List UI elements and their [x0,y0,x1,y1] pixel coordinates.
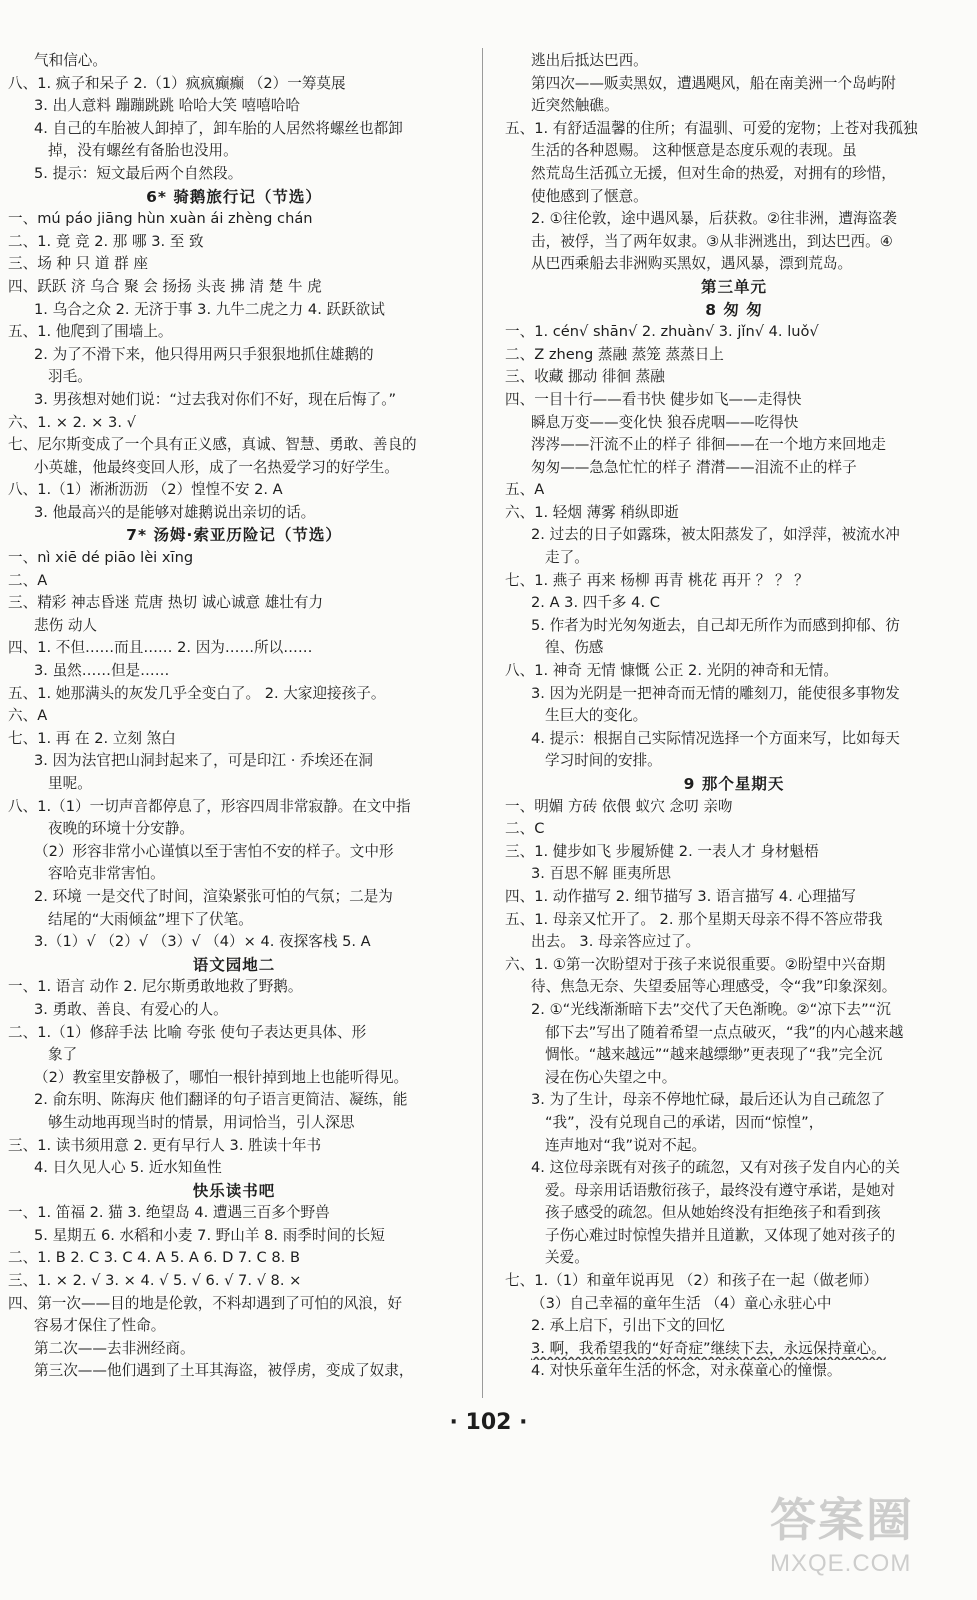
answer-line: 一、明媚 方砖 依偎 蚁穴 念叨 亲吻 [505,797,733,815]
answer-line: 一、1. 语言 动作 2. 尼尔斯勇敢地救了野鹅。 [8,978,303,996]
answer-line: 夜晚的环境十分安静。 [48,820,194,838]
answer-line: 3.（1）√ （2）√ （3）√ （4）× 4. 夜探客栈 5. A [34,933,371,951]
answer-line: 七、1. 再 在 2. 立刻 煞白 [8,729,176,747]
watermark [770,1484,970,1594]
answer-line: “我”，没有兑现自己的承诺，因而“惊惶”， [545,1113,824,1131]
answer-line: 一、1. 笛福 2. 猫 3. 绝望岛 4. 遭遇三百多个野兽 [8,1204,330,1222]
answer-line: 二、1. B 2. C 3. C 4. A 5. A 6. D 7. C 8. B [8,1249,300,1267]
answer-line: 近突然触礁。 [531,97,619,115]
answer-line: 子伤心难过时惊惶失措并且道歉，又体现了她对孩子的 [545,1226,896,1244]
right-column [505,50,963,1383]
section-heading: 快乐读书吧 [192,1181,276,1200]
answer-line: 四、一目十行——看书快 健步如飞——走得快 [505,390,802,408]
answer-line: 4. 对快乐童年生活的怀念，对永葆童心的憧憬。 [531,1362,842,1380]
answer-line: 浸在伤心失望之中。 [545,1068,677,1086]
answer-line: 三、1. 读书须用意 2. 更有早行人 3. 胜读十年书 [8,1136,322,1154]
answer-line: 第四次——贩卖黑奴，遭遇飓风，船在南美洲一个岛屿附 [531,74,896,92]
answer-line: 5. 提示：短文最后两个自然段。 [34,164,243,182]
answer-line: 容哈克非常害怕。 [48,865,165,883]
answer-line: 逃出后抵达巴西。 [531,52,648,69]
answer-line: 走了。 [545,549,589,567]
answer-line: 第三次——他们遇到了土耳其海盗，被俘虏，变成了奴隶， [34,1362,414,1380]
answer-line: 二、Z zheng 蒸融 蒸笼 蒸蒸日上 [505,345,724,363]
answer-line: 六、1. ①第一次盼望对于孩子来说很重要。②盼望中兴奋期 [505,955,886,973]
answer-line: 四、跃跃 济 乌合 聚 会 扬扬 头丧 拂 清 楚 牛 虎 [8,277,322,295]
answer-line: 小英雄，他最终变回人形，成了一名热爱学习的好学生。 [34,458,399,476]
answer-line: 五、1. 她那满头的灰发几乎全变白了。 2. 大家迎接孩子。 [8,684,386,702]
answer-line: 象了 [48,1046,78,1064]
answer-line: 四、第一次——目的地是伦敦，不料却遇到了可怕的风浪，好 [8,1294,403,1312]
answer-line: 五、1. 他爬到了围墙上。 [8,323,173,341]
section-heading: 9 那个星期天 [683,775,785,793]
answer-line: 2. A 3. 四千多 4. C [531,594,660,612]
answer-line: 3. 勇敢、善良、有爱心的人。 [34,1000,228,1018]
answer-line: 三、精彩 神志昏迷 荒唐 热切 诚心诚意 雄壮有力 [8,594,324,612]
answer-line: 一、mú páo jiāng hùn xuàn ái zhèng chán [8,210,313,228]
answer-line: 悲伤 动人 [34,616,98,634]
answer-line: 气和信心。 [34,52,107,69]
answer-line: 连声地对“我”说对不起。 [545,1136,707,1154]
answer-line: 一、nì xiē dé piāo lèi xīng [8,549,194,567]
answer-line: 4. 提示：根据自己实际情况选择一个方面来写，比如每天 [531,729,900,747]
answer-line: 二、1.（1）修辞手法 比喻 夸张 使句子表达更具体、形 [8,1023,367,1041]
answer-line: 3. 他最高兴的是能够对雄鹅说出亲切的话。 [34,503,316,521]
answer-line: 瞬息万变——变化快 狼吞虎咽——吃得快 [531,413,799,431]
answer-line: 三、场 种 只 道 群 座 [8,255,148,273]
section-heading: 7* 汤姆·索亚历险记（节选） [126,526,342,545]
answer-line: 从巴西乘船去非洲购买黑奴，遇风暴，漂到荒岛。 [531,255,853,273]
answer-line: 七、1. 燕子 再来 杨柳 再青 桃花 再开 ？ ？ ？ [505,571,809,589]
answer-line: 4. 这位母亲既有对孩子的疏忽，又有对孩子发自内心的关 [531,1159,900,1177]
answer-line: 结尾的“大雨倾盆”埋下了伏笔。 [48,910,253,928]
answer-line: 三、1. 健步如飞 步履矫健 2. 一表人才 身材魁梧 [505,842,819,860]
answer-line: 羽毛。 [48,368,92,386]
section-heading: 8 匆 匆 [705,300,763,319]
answer-line: 生活的各种恩赐。 这种惬意是态度乐观的表现。虽 [531,142,857,160]
answer-line: 2. 环境 一是交代了时间，渲染紧张可怕的气氛；二是为 [34,887,393,905]
section-heading: 语文园地二 [192,955,276,974]
answer-line: 够生动地再现当时的情景，用词恰当，引人深思 [48,1113,355,1131]
answer-line: 2. 为了不滑下来，他只得用两只手狠狠地抓住雄鹅的 [34,345,374,363]
answer-line: 学习时间的安排。 [545,752,662,770]
column-divider [482,48,483,1398]
answer-line: 关爱。 [545,1249,589,1267]
answer-line: 3. 啊，我希望我的“好奇症”继续下去，永远保持童心。 [531,1339,886,1357]
answer-line: 第二次——去非洲经商。 [34,1339,195,1357]
answer-line: 五、1. 母亲又忙开了。 2. 那个星期天母亲不得不答应带我 [505,910,883,928]
answer-line: 3. 出人意料 蹦蹦跳跳 哈哈大笑 嘻嘻哈哈 [34,97,300,115]
answer-line: 七、尼尔斯变成了一个具有正义感，真诚、智慧、勇敢、善良的 [8,436,417,454]
answer-line: 徨、伤感 [545,639,604,657]
answer-line: 1. 乌合之众 2. 无济于事 3. 九牛二虎之力 4. 跃跃欲试 [34,300,385,318]
section-heading: 第三单元 [700,277,767,296]
answer-line: 三、收藏 挪动 徘徊 蒸融 [505,368,665,386]
answer-line: 3. 为了生计，母亲不停地忙碌，最后还认为自己疏忽了 [531,1091,886,1109]
answer-line: 出去。 3. 母亲答应过了。 [531,933,701,951]
answer-line: 2. 俞东明、陈海庆 他们翻译的句子语言更简洁、凝练，能 [34,1091,408,1109]
answer-line: 4. 日久见人心 5. 近水知鱼性 [34,1159,222,1177]
answer-line: 二、A [8,571,48,589]
answer-line: 六、1. 轻烟 薄雾 稍纵即逝 [505,503,679,521]
answer-line: 一、1. cén√ shān√ 2. zhuàn√ 3. jǐn√ 4. luǒ√ [505,323,819,341]
answer-line: 匆匆——急急忙忙的样子 潸潸——泪流不止的样子 [531,458,857,476]
answer-line: 七、1.（1）和童年说再见 （2）和孩子在一起（做老师） [505,1272,878,1290]
answer-line: 五、A [505,481,545,499]
answer-line: 郁下去”写出了随着希望一点点破灭，“我”的内心越来越 [545,1023,904,1041]
answer-line: 容易才保住了性命。 [34,1317,166,1335]
answer-line: 使他感到了惬意。 [531,187,648,205]
answer-line: 惆怅。“越来越远”“越来越缥缈”更表现了“我”完全沉 [545,1046,883,1064]
page-number: · 102 · [449,1410,528,1435]
section-heading: 6* 骑鹅旅行记（节选） [146,187,322,206]
answer-line: 五、1. 有舒适温馨的住所；有温驯、可爱的宠物；上苍对我孤独 [505,119,918,137]
answer-line: 3. 百思不解 匪夷所思 [531,865,671,883]
answer-line: 待、焦急无奈、失望委屈等心理感受，令“我”印象深刻。 [531,978,897,996]
watermark-logo: 答案圈 [770,1493,914,1547]
answer-line: 生巨大的变化。 [545,707,648,725]
answer-line: 4. 自己的车胎被人卸掉了，卸车胎的人居然将螺丝也都卸 [34,119,403,137]
answer-line: 二、C [505,820,545,838]
answer-line: 5. 星期五 6. 水稻和小麦 7. 野山羊 8. 雨季时间的长短 [34,1226,385,1244]
answer-line: 2. ①往伦敦，途中遇风暴，后获救。②往非洲，遭海盗袭 [531,210,897,228]
answer-line: 爱。母亲用话语敷衍孩子，最终没有遵守承诺，是她对 [545,1181,896,1199]
answer-line: 八、1. 神奇 无情 慷慨 公正 2. 光阴的神奇和无情。 [505,662,838,680]
answer-line: 四、1. 不但……而且…… 2. 因为……所以…… [8,639,313,657]
answer-line: （3）自己幸福的童年生活 （4）童心永驻心中 [531,1294,832,1312]
answer-line: 里呢。 [48,775,92,792]
answer-line: 3. 男孩想对她们说：“过去我对你们不好，现在后悔了。” [34,390,397,408]
answer-line: 孩子感受的疏忽。但从她始终没有拒绝孩子和看到孩 [545,1204,881,1222]
answer-line: （2）形容非常小心谨慎以至于害怕不安的样子。文中形 [34,842,394,860]
answer-line: 四、1. 动作描写 2. 细节描写 3. 语言描写 4. 心理描写 [505,887,856,905]
answer-line: 3. 因为光阴是一把神奇而无情的雕刻刀，能使很多事物发 [531,684,900,702]
answer-line: 二、1. 竟 竞 2. 那 哪 3. 至 致 [8,232,204,250]
answer-line: 5. 作者为时光匆匆逝去，自己却无所作为而感到抑郁、彷 [531,616,900,634]
left-column [8,50,460,1383]
answer-line: 然荒岛生活孤立无援，但对生命的热爱，对拥有的珍惜， [531,164,896,182]
answer-line: 击，被俘，当了两年奴隶。③从非洲逃出，到达巴西。④ [531,232,893,250]
answer-line: 2. ①“光线渐渐暗下去”交代了天色渐晚。②“凉下去”“沉 [531,1000,891,1018]
answer-line: 八、1.（1）一切声音都停息了，形容四周非常寂静。在文中指 [8,797,411,815]
answer-line: 八、1.（1）淅淅沥沥 （2）惶惶不安 2. A [8,481,283,499]
answer-line: 3. 虽然……但是…… [34,662,170,680]
answer-line: 涔涔——汗流不止的样子 徘徊——在一个地方来回地走 [531,436,886,454]
answer-line: 掉，没有螺丝有备胎也没用。 [48,142,238,160]
answer-line: 2. 承上启下，引出下文的回忆 [531,1317,725,1335]
answer-line: 八、1. 疯子和呆子 2.（1）疯疯癫癫 （2）一筹莫展 [8,74,346,92]
watermark-url: MXQE.COM [770,1550,912,1577]
answer-line: 3. 因为法官把山洞封起来了，可是印江 · 乔埃还在洞 [34,752,373,770]
answer-line: 六、1. × 2. × 3. √ [8,413,136,431]
answer-line: 2. 过去的日子如露珠，被太阳蒸发了，如浮萍，被流水冲 [531,526,900,544]
answer-line: （2）教室里安静极了，哪怕一根针掉到地上也能听得见。 [34,1068,409,1086]
answer-line: 六、A [8,707,48,725]
answer-line: 三、1. × 2. √ 3. × 4. √ 5. √ 6. √ 7. √ 8. × [8,1272,302,1290]
